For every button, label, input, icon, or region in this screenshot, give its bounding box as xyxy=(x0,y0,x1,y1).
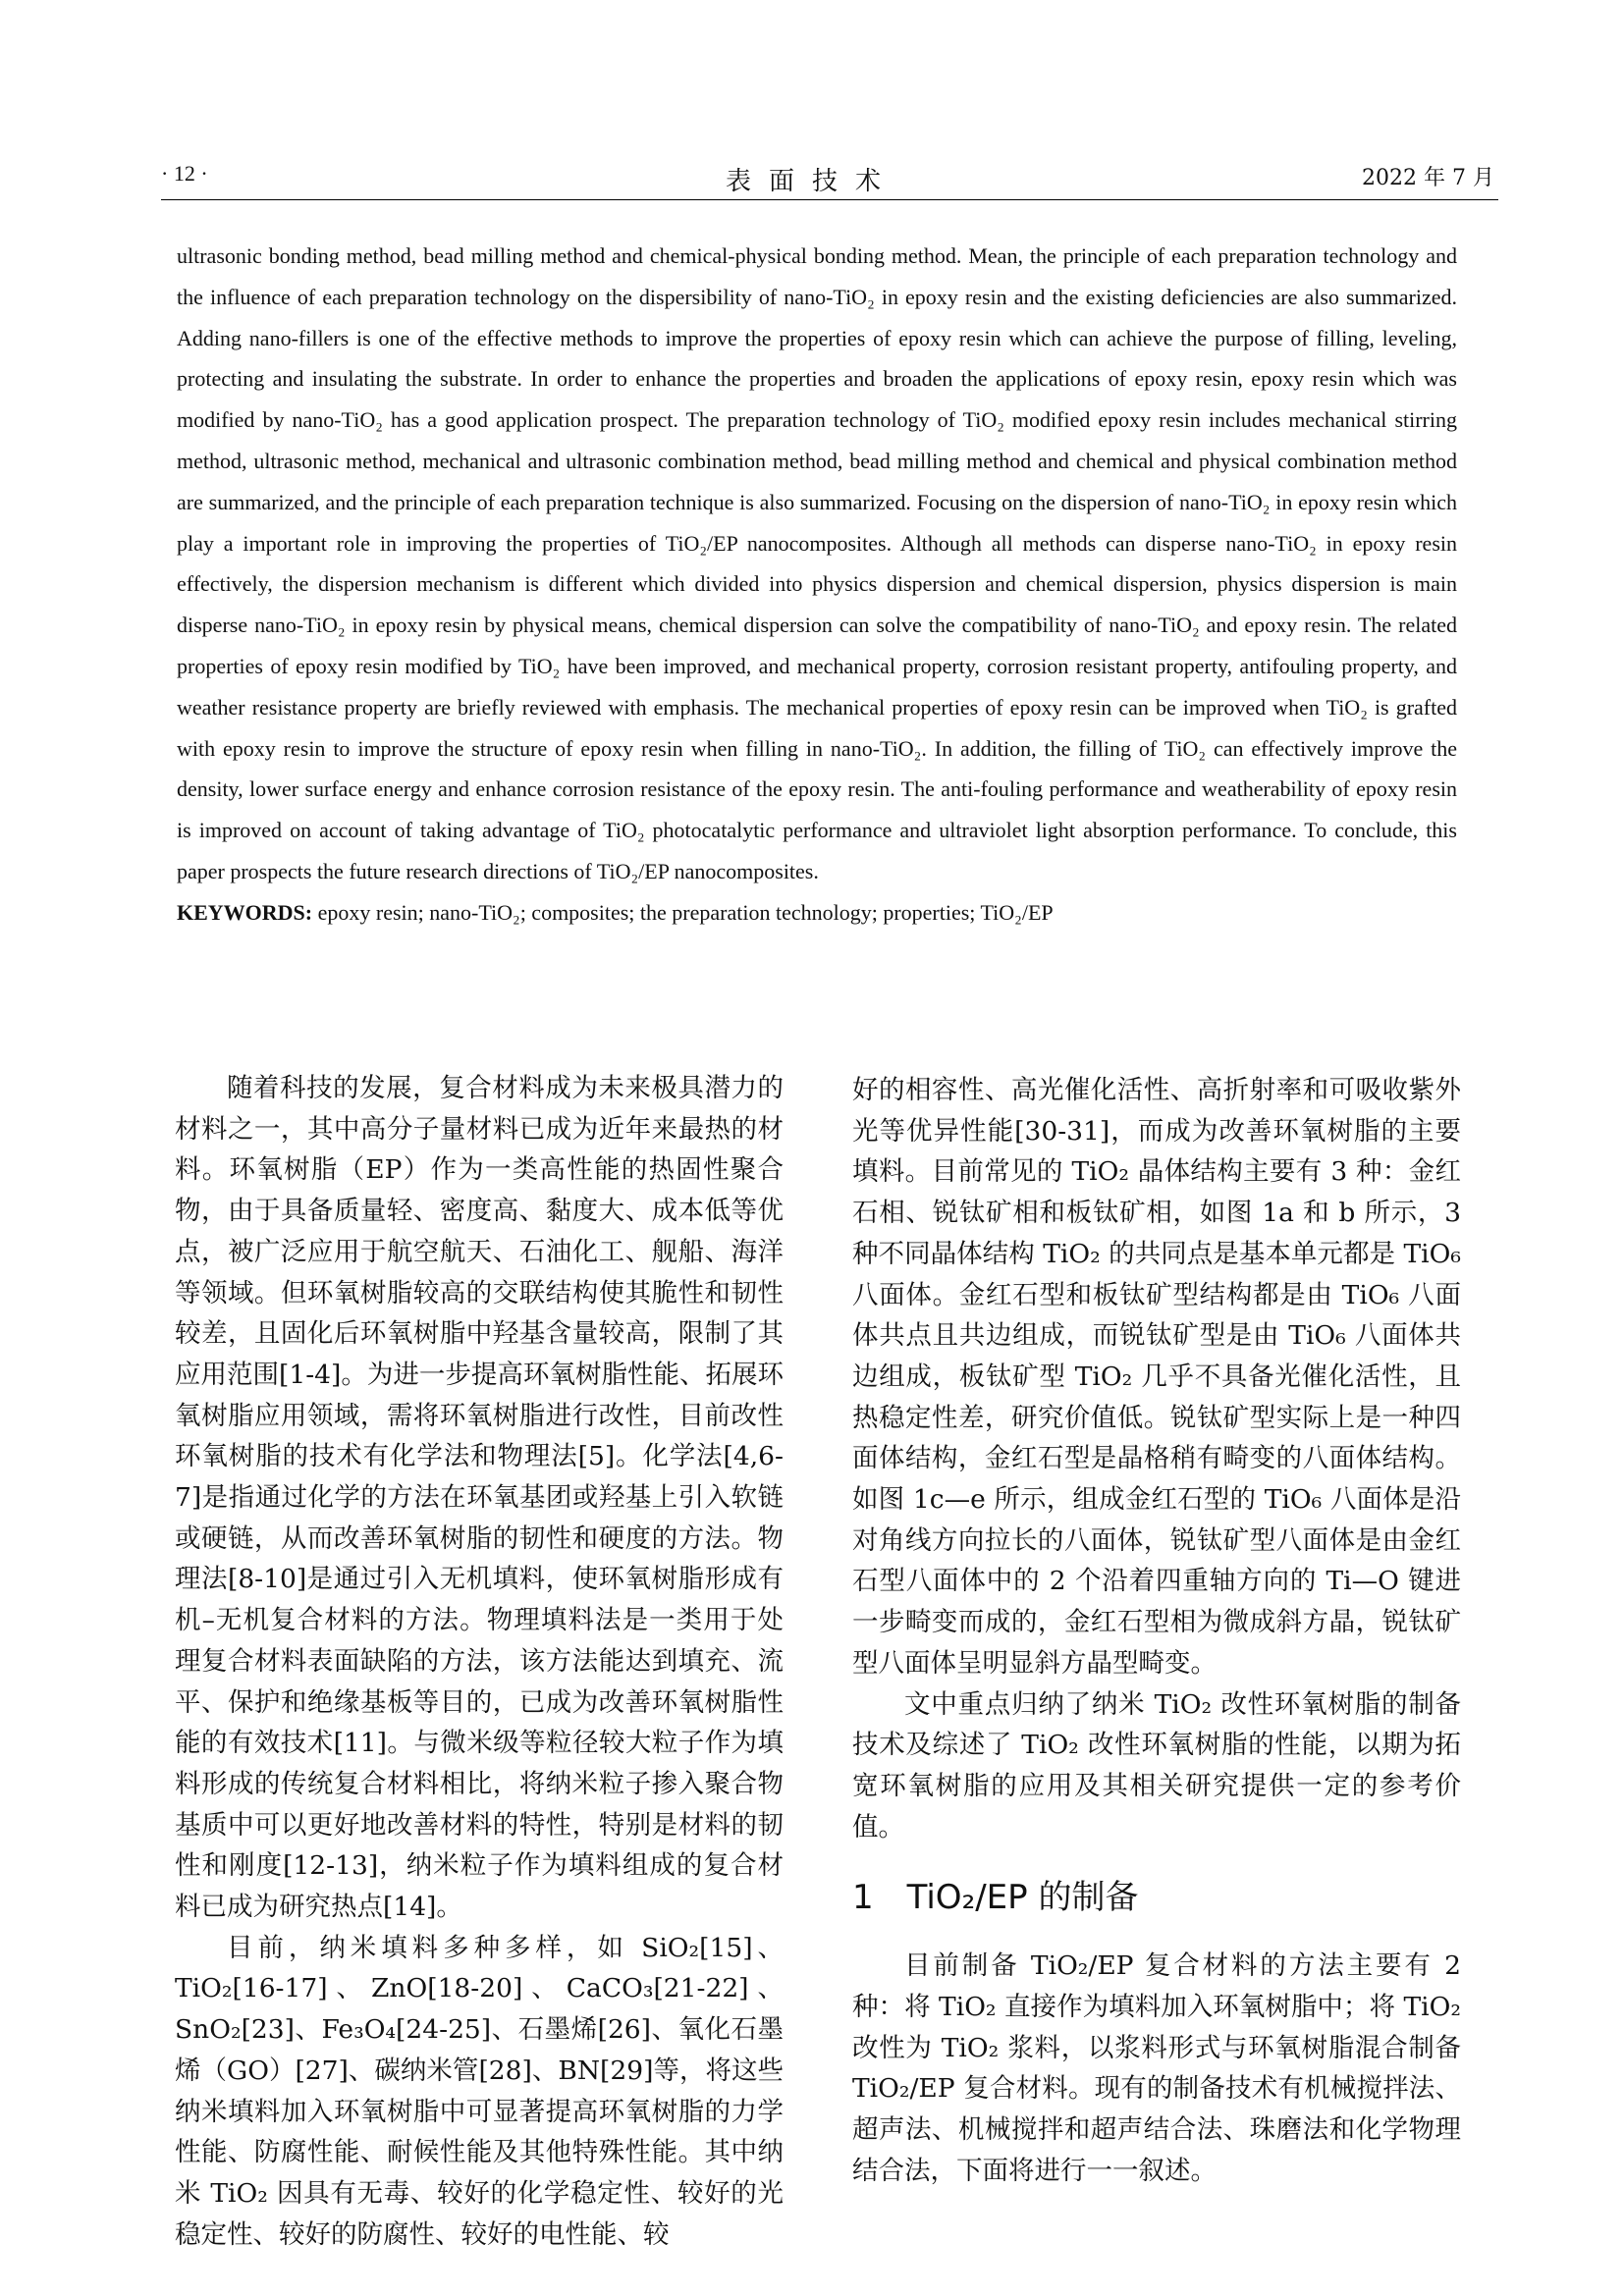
keywords-line xyxy=(177,892,1457,934)
keywords-label: KEYWORDS: xyxy=(177,899,313,925)
journal-title: 表面技术 xyxy=(725,167,898,196)
section-number: 1 xyxy=(852,1878,874,1918)
keywords-text: epoxy resin; nano-TiO₂; composites; the preparation technology; properties; TiO₂/EP xyxy=(317,899,1054,925)
intro-paragraph-1: 随着科技的发展，复合材料成为未来极具潜力的材料之一，其中高分子量材料已成为近年来最热的材料。环氧树脂（EP）作为一类高性能的热固性聚合物，由于具备质量轻、密度高、黏度大、成本低等优点，被广泛应用于航空航天、石油化工、舰船、海洋等领域。但环氧树脂较高的交联结构使其脆性和韧性较差，且固化后环氧树脂中羟基含量较高，限制了其应用范围[1-4]。为进一步提高环氧树脂性能、拓展环氧树脂应用领域，需将环氧树脂进行改性，目前改性环氧树脂的技术有化学法和物理法[5]。化学法[4,6-7]是指通过化学的方法在环氧基团或羟基上引入软链或硬链，从而改善环氧树脂的韧性和硬度的方法。物理法[8-10]是通过引入无机填料，使环氧树脂形成有机–无机复合材料的方法。物理填料法是一类用于处理复合材料表面缺陷的方法，该方法能达到填充、流平、保护和绝缘基板等目的，已成为改善环氧树脂性能的有效技术[11]。与微米级等粒径较大粒子作为填料形成的传统复合材料相比，将纳米粒子掺入聚合物基质中可以更好地改善材料的特性，特别是材料的韧性和刚度[12-13]，纳米粒子作为填料组成的复合材料已成为研究热点[14]。 xyxy=(175,1073,784,1923)
right-column xyxy=(852,1070,1461,2192)
left-column xyxy=(175,1068,784,2255)
english-abstract xyxy=(177,236,1457,934)
header-rule xyxy=(161,199,1498,200)
section-heading xyxy=(852,1873,1461,1922)
intro-paragraph-3: 文中重点归纳了纳米 TiO₂ 改性环氧树脂的制备技术及综述了 TiO₂ 改性环氧树脂的性能，以期为拓宽环氧树脂的应用及其相关研究提供一定的参考价值。 xyxy=(852,1688,1461,1842)
section-title: TiO₂/EP 的制备 xyxy=(906,1878,1139,1918)
intro-paragraph-2: 目前，纳米填料多种多样，如 SiO₂[15]、TiO₂[16-17]、ZnO[18-20]、CaCO₃[21-22]、SnO₂[23]、Fe₃O₄[24-25]、石墨烯[26]、氧化石墨烯（GO）[27]、碳纳米管[28]、BN[29]等，将这些纳米填料加入环氧树脂中可显著提高环氧树脂的力学性能、防腐性能、耐候性能及其他特殊性能。其中纳米 TiO₂ 因具有无毒、较好的化学稳定性、较好的光稳定性、较好的防腐性、较好的电性能、较 xyxy=(175,1932,784,2250)
page-number: · 12 · xyxy=(161,161,208,186)
intro-paragraph-2-continued: 好的相容性、高光催化活性、高折射率和可吸收紫外光等优异性能[30-31]，而成为改善环氧树脂的主要填料。目前常见的 TiO₂ 晶体结构主要有 3 种：金红石相、锐钛矿相和板钛矿相，如图 1a 和 b 所示，3 种不同晶体结构 TiO₂ 的共同点是基本单元都是 TiO₆ 八面体。金红石型和板钛矿型结构都是由 TiO₆ 八面体共点且共边组成，而锐钛矿型是由 TiO₆ 八面体共边组成，板钛矿型 TiO₂ 几乎不具备光催化活性，且热稳定性差，研究价值低。锐钛矿型实际上是一种四面体结构，金红石型是晶格稍有畸变的八面体结构。如图 1c—e 所示，组成金红石型的 TiO₆ 八面体是沿对角线方向拉长的八面体，锐钛矿型八面体是由金红石型八面体中的 2 个沿着四重轴方向的 Ti—O 键进一步畸变而成的，金红石型相为微成斜方晶，锐钛矿型八面体呈明显斜方晶型畸变。 xyxy=(852,1075,1461,1679)
running-header xyxy=(0,161,1624,200)
abstract-paragraph: ultrasonic bonding method, bead milling method and chemical-physical bonding method. Mean, the principle of each preparation technology and the influence of each preparation technology on the dispersibility of nano-TiO₂ in epoxy resin and the existing deficiencies are also summarized. Adding nano-fillers is one of the effective methods to improve the properties of epoxy resin which can achieve the purpose of filling, leveling, protecting and insulating the substrate. In order to enhance the properties and broaden the applications of epoxy resin, epoxy resin which was modified by nano-TiO₂ has a good application prospect. The preparation technology of TiO₂ modified epoxy resin includes mechanical stirring method, ultrasonic method, mechanical and ultrasonic combination method, bead milling method and chemical and physical combination method are summarized, and the principle of each preparation technique is also summarized. Focusing on the dispersion of nano-TiO₂ in epoxy resin which play a important role in improving the properties of TiO₂/EP nanocomposites. Although all methods can disperse nano-TiO₂ in epoxy resin effectively, the dispersion mechanism is different which divided into physics dispersion and chemical dispersion, physics dispersion is main disperse nano-TiO₂ in epoxy resin by physical means, chemical dispersion can solve the compatibility of nano-TiO₂ and epoxy resin. The related properties of epoxy resin modified by TiO₂ have been improved, and mechanical property, corrosion resistant property, antifouling property, and weather resistance property are briefly reviewed with emphasis. The mechanical properties of epoxy resin can be improved when TiO₂ is grafted with epoxy resin to improve the structure of epoxy resin when filling in nano-TiO₂. In addition, the filling of TiO₂ can effectively improve the density, lower surface energy and enhance corrosion resistance of the epoxy resin. The anti-fouling performance and weatherability of epoxy resin is improved on account of taking advantage of TiO₂ photocatalytic performance and ultraviolet light absorption performance. To conclude, this paper prospects the future research directions of TiO₂/EP nanocomposites. xyxy=(177,243,1457,883)
section-1-paragraph: 目前制备 TiO₂/EP 复合材料的方法主要有 2 种：将 TiO₂ 直接作为填料加入环氧树脂中；将 TiO₂ 改性为 TiO₂ 浆料，以浆料形式与环氧树脂混合制备 TiO₂/EP 复合材料。现有的制备技术有机械搅拌法、超声法、机械搅拌和超声结合法、珠磨法和化学物理结合法，下面将进行一一叙述。 xyxy=(852,1950,1461,2186)
issue-date: 2022 年 7 月 xyxy=(1362,166,1494,190)
